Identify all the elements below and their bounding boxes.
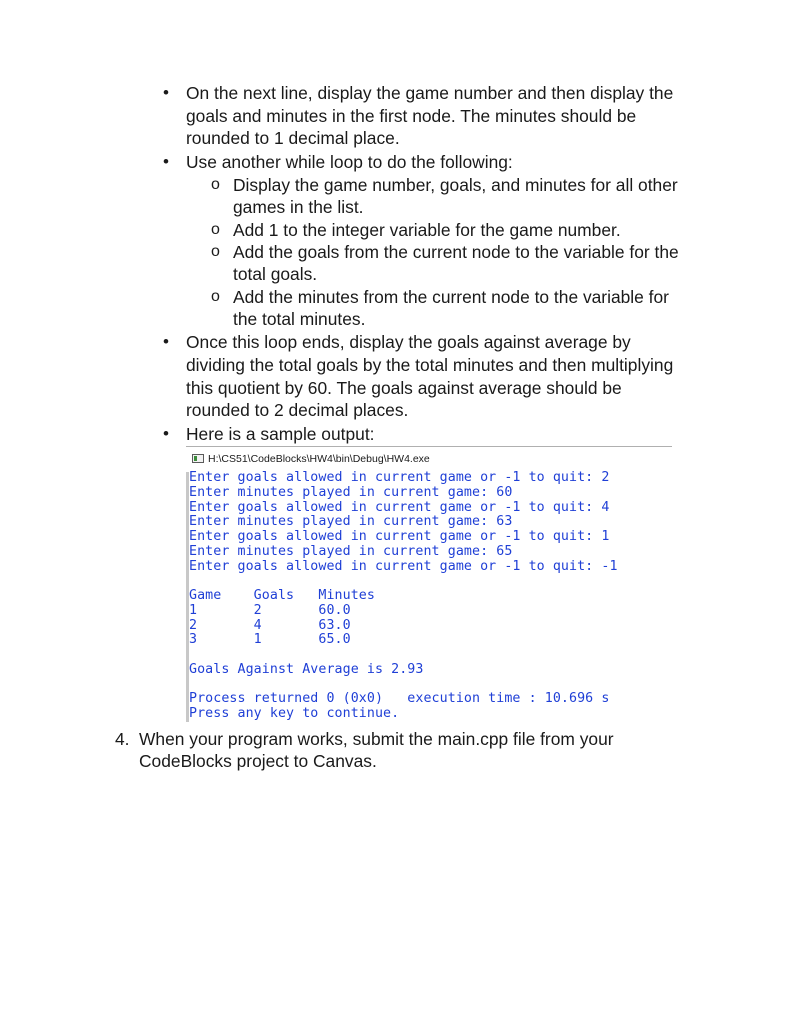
console-app-icon [192,454,204,463]
sub-bullet-1-line-2: games in the list. [233,197,364,217]
step-4-line-2: CodeBlocks project to Canvas. [139,751,377,771]
bullet-marker: • [163,83,169,102]
sub-bullet-3-line-1: Add the goals from the current node to the variable for the [233,242,679,262]
console-table-row: 2 4 63.0 [189,617,351,633]
step-4-line-1: When your program works, submit the main.cpp file from your [139,729,614,749]
console-line-6: Enter minutes played in current game: 65 [189,544,513,559]
sub-bullet-2-line-1: Add 1 to the integer variable for the game number. [233,220,621,240]
sub-bullet-marker: o [211,288,220,305]
console-gaa-line: Goals Against Average is 2.93 [189,661,424,677]
sub-bullet-marker: o [211,176,220,193]
console-titlebar [186,446,672,472]
console-line-2: Enter minutes played in current game: 60 [189,485,513,500]
bullet-marker: • [163,332,169,351]
bullet-3-line-2: dividing the total goals by the total minutes and then multiplying [186,355,674,375]
console-line-5: Enter goals allowed in current game or -1 to quit: 1 [189,529,610,544]
console-press-key-line: Press any key to continue. [189,705,400,721]
console-line-4: Enter minutes played in current game: 63 [189,514,513,529]
sub-bullet-4-line-1: Add the minutes from the current node to the variable for [233,287,669,307]
console-table-row: 3 1 65.0 [189,632,351,647]
sub-bullet-marker: o [211,221,220,238]
sub-bullet-marker: o [211,243,220,260]
bullet-1-line-2: goals and minutes in the first node. The minutes should be [186,106,637,126]
step-4-number: 4. [115,729,130,749]
console-title: H:\CS51\CodeBlocks\HW4\bin\Debug\HW4.exe [208,453,430,465]
sub-bullet-4-line-2: the total minutes. [233,309,366,329]
bullet-marker: • [163,424,169,443]
sub-bullet-3-line-2: total goals. [233,264,318,284]
console-line-7: Enter goals allowed in current game or -1 to quit: -1 [189,559,618,574]
bullet-4-line-1: Here is a sample output: [186,424,375,444]
bullet-1-line-3: rounded to 1 decimal place. [186,128,400,148]
sub-bullet-1-line-1: Display the game number, goals, and minutes for all other [233,175,678,195]
bullet-3-line-3: this quotient by 60. The goals against average should be [186,378,622,398]
bullet-2-line-1: Use another while loop to do the following: [186,152,513,172]
console-process-line: Process returned 0 (0x0) execution time : 10.696 s [189,691,610,706]
bullet-marker: • [163,152,169,171]
bullet-3-line-1: Once this loop ends, display the goals against average by [186,332,631,352]
console-table-row: 1 2 60.0 [189,603,351,618]
console-line-1: Enter goals allowed in current game or -1 to quit: 2 [189,470,610,485]
console-window [186,446,672,722]
console-line-3: Enter goals allowed in current game or -1 to quit: 4 [189,499,610,515]
console-table-header: Game Goals Minutes [189,588,375,603]
bullet-3-line-4: rounded to 2 decimal places. [186,400,409,420]
bullet-1-line-1: On the next line, display the game number and then display the [186,83,674,103]
